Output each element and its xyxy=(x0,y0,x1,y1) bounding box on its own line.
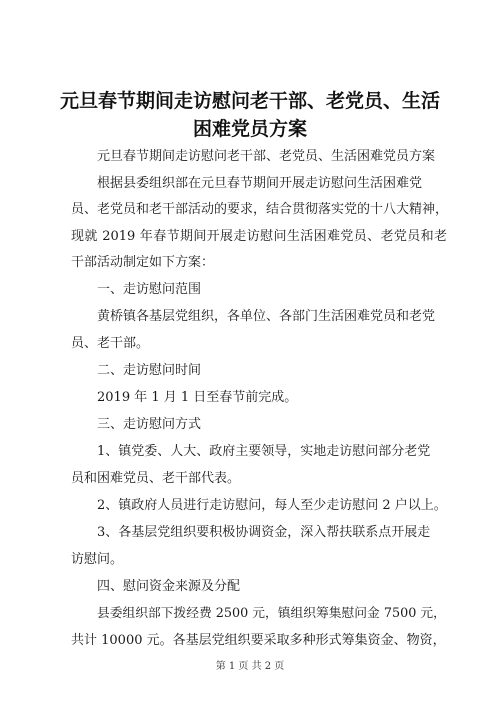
body-line: 员和困难党员、老干部代表。 xyxy=(71,471,241,486)
body-line: 干部活动制定如下方案： xyxy=(71,255,215,270)
document-title-line-2: 困难党员方案 xyxy=(192,118,307,140)
body-line: 县委组织部下拨经费 2500 元，镇组织筹集慰问金 7500 元， xyxy=(97,606,446,621)
body-line: 元旦春节期间走访慰问老干部、老党员、生活困难党员方案 xyxy=(97,149,436,164)
body-line: 现就 2019 年春节期间开展走访慰问生活困难党员、老党员和老 xyxy=(71,229,447,244)
body-line: 员、老干部。 xyxy=(71,336,150,351)
section-heading: 三、走访慰问方式 xyxy=(97,417,202,432)
body-line: 根据县委组织部在元旦春节期间开展走访慰问生活困难党 xyxy=(97,176,423,191)
section-heading: 四、慰问资金来源及分配 xyxy=(97,579,241,594)
section-heading: 二、走访慰问时间 xyxy=(97,363,202,378)
body-line: 共计 10000 元。各基层党组织要采取多种形式筹集资金、物资， xyxy=(71,633,446,648)
body-line: 员、老党员和老干部活动的要求，结合贯彻落实党的十八大精神， xyxy=(71,202,449,217)
section-heading: 一、走访慰问范围 xyxy=(97,282,202,297)
body-line: 2019 年 1 月 1 日至春节前完成。 xyxy=(97,390,298,405)
body-line: 2、镇政府人员进行走访慰问，每人至少走访慰问 2 户以上。 xyxy=(97,498,447,513)
body-line: 访慰问。 xyxy=(71,552,124,567)
page-number-footer: 第 1 页 共 2 页 xyxy=(215,661,285,672)
body-line: 黄桥镇各基层党组织，各单位、各部门生活困难党员和老党 xyxy=(97,309,436,324)
body-line: 3、各基层党组织要积极协调资金，深入帮扶联系点开展走 xyxy=(97,525,431,540)
body-line: 1、镇党委、人大、政府主要领导，实地走访慰问部分老党 xyxy=(97,444,431,459)
document-title-line-1: 元旦春节期间走访慰问老干部、老党员、生活 xyxy=(59,90,440,112)
